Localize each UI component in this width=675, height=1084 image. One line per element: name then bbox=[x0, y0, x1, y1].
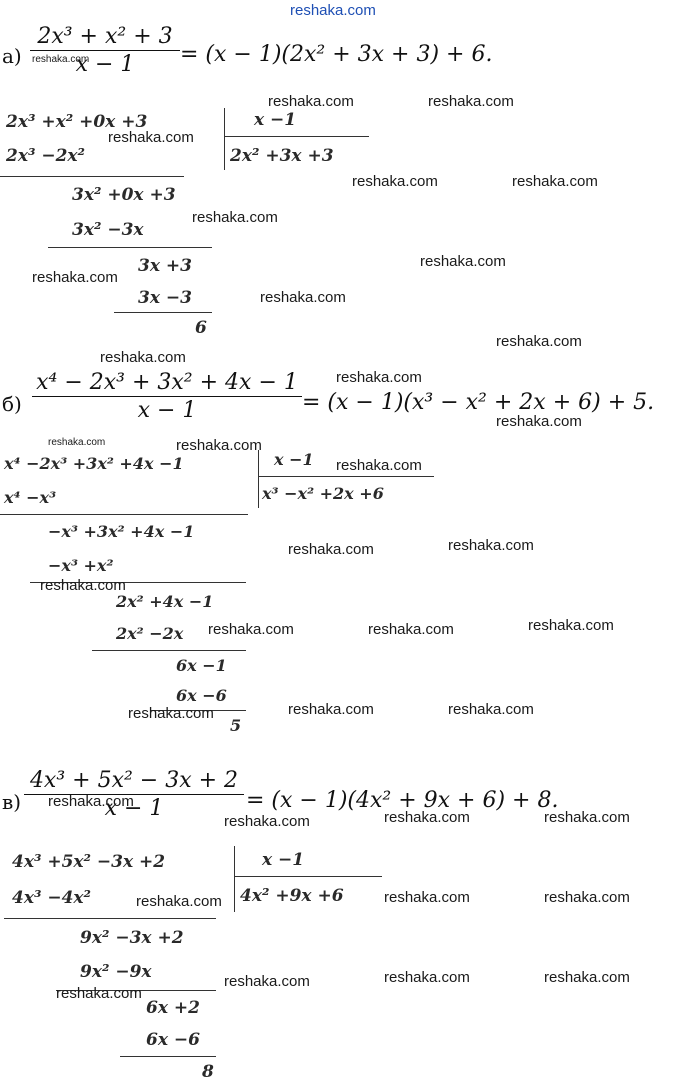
part-b-divisor-line bbox=[258, 476, 434, 477]
part-b-remainder: 5 bbox=[230, 716, 242, 735]
part-c-remainder: 8 bbox=[202, 1062, 214, 1082]
watermark: reshaka.com bbox=[448, 537, 534, 554]
part-a-r2: 3x +3 bbox=[138, 256, 192, 276]
part-a-line1 bbox=[0, 176, 184, 177]
watermark: reshaka.com bbox=[544, 889, 630, 906]
watermark: reshaka.com bbox=[336, 457, 422, 474]
watermark: reshaka.com bbox=[192, 209, 278, 226]
watermark: reshaka.com bbox=[384, 969, 470, 986]
site-watermark-top: reshaka.com bbox=[290, 2, 376, 19]
part-b-result: = (x − 1)(x³ − x² + 2x + 6) + 5. bbox=[302, 390, 655, 415]
part-a-divisor: x −1 bbox=[254, 110, 297, 130]
watermark: reshaka.com bbox=[136, 893, 222, 910]
part-c-divisor-line bbox=[234, 876, 382, 877]
watermark: reshaka.com bbox=[40, 577, 126, 594]
part-c-quotient: 4x² +9x +6 bbox=[240, 886, 344, 906]
part-b-line1 bbox=[0, 514, 248, 515]
part-b-sub1: x⁴ −x³ bbox=[4, 488, 57, 507]
watermark: reshaka.com bbox=[108, 129, 194, 146]
part-b-dividend: x⁴ −2x³ +3x² +4x −1 bbox=[4, 454, 184, 473]
watermark: reshaka.com bbox=[336, 369, 422, 386]
watermark: reshaka.com bbox=[496, 413, 582, 430]
watermark: reshaka.com bbox=[448, 701, 534, 718]
part-c-r2: 6x +2 bbox=[146, 998, 200, 1018]
part-a-result: = (x − 1)(2x² + 3x + 3) + 6. bbox=[180, 42, 493, 67]
part-a-remainder: 6 bbox=[195, 318, 207, 338]
part-c-line3 bbox=[120, 1056, 216, 1057]
part-c-divisor: x −1 bbox=[262, 850, 305, 870]
part-b-division-vline bbox=[258, 450, 259, 508]
watermark: reshaka.com bbox=[224, 813, 310, 830]
fraction-bar bbox=[32, 396, 302, 397]
part-a-numerator: 2x³ + x² + 3 bbox=[37, 24, 173, 49]
part-a-fraction bbox=[30, 24, 180, 77]
watermark: reshaka.com bbox=[420, 253, 506, 270]
part-b-numerator: x⁴ − 2x³ + 3x² + 4x − 1 bbox=[36, 370, 298, 395]
part-b-r1: −x³ +3x² +4x −1 bbox=[48, 522, 195, 541]
part-a-sub3: 3x −3 bbox=[138, 288, 192, 308]
part-b-sub4: 6x −6 bbox=[176, 686, 227, 705]
part-c-label: в) bbox=[2, 790, 22, 814]
watermark: reshaka.com bbox=[544, 809, 630, 826]
part-b-r3: 6x −1 bbox=[176, 656, 227, 675]
part-a-sub2: 3x² −3x bbox=[72, 220, 144, 240]
part-b-sub2: −x³ +x² bbox=[48, 556, 114, 575]
part-b-r2: 2x² +4x −1 bbox=[116, 592, 214, 611]
watermark: reshaka.com bbox=[32, 54, 90, 65]
part-b-sub3: 2x² −2x bbox=[116, 624, 184, 643]
watermark: reshaka.com bbox=[288, 701, 374, 718]
part-c-dividend: 4x³ +5x² −3x +2 bbox=[12, 852, 166, 872]
part-b-quotient: x³ −x² +2x +6 bbox=[262, 484, 384, 503]
part-a-label: а) bbox=[2, 44, 22, 68]
watermark: reshaka.com bbox=[512, 173, 598, 190]
watermark: reshaka.com bbox=[352, 173, 438, 190]
watermark: reshaka.com bbox=[176, 437, 262, 454]
watermark: reshaka.com bbox=[384, 809, 470, 826]
part-c-result: = (x − 1)(4x² + 9x + 6) + 8. bbox=[246, 788, 559, 813]
watermark: reshaka.com bbox=[268, 93, 354, 110]
part-c-r1: 9x² −3x +2 bbox=[80, 928, 184, 948]
watermark: reshaka.com bbox=[100, 349, 186, 366]
part-c-division-vline bbox=[234, 846, 235, 912]
watermark: reshaka.com bbox=[48, 793, 134, 810]
watermark: reshaka.com bbox=[428, 93, 514, 110]
watermark: reshaka.com bbox=[208, 621, 294, 638]
part-a-sub1: 2x³ −2x² bbox=[6, 146, 85, 166]
part-a-quotient: 2x² +3x +3 bbox=[230, 146, 334, 166]
watermark: reshaka.com bbox=[260, 289, 346, 306]
part-a-line3 bbox=[114, 312, 212, 313]
part-b-fraction bbox=[32, 370, 302, 423]
watermark: reshaka.com bbox=[128, 705, 214, 722]
part-a-line2 bbox=[48, 247, 212, 248]
part-c-numerator: 4x³ + 5x² − 3x + 2 bbox=[29, 768, 239, 793]
watermark: reshaka.com bbox=[56, 985, 142, 1002]
part-c-sub2: 9x² −9x bbox=[80, 962, 152, 982]
part-c-sub3: 6x −6 bbox=[146, 1030, 200, 1050]
part-b-divisor: x −1 bbox=[274, 450, 314, 469]
part-a-r1: 3x² +0x +3 bbox=[72, 185, 176, 205]
watermark: reshaka.com bbox=[288, 541, 374, 558]
part-a-division-vline bbox=[224, 108, 225, 170]
watermark: reshaka.com bbox=[224, 973, 310, 990]
part-a-denominator: x − 1 bbox=[75, 52, 135, 77]
part-c-sub1: 4x³ −4x² bbox=[12, 888, 91, 908]
fraction-bar bbox=[30, 50, 180, 51]
part-b-label: б) bbox=[2, 392, 22, 416]
watermark: reshaka.com bbox=[48, 437, 106, 448]
part-c-line1 bbox=[4, 918, 216, 919]
part-a-dividend: 2x³ +x² +0x +3 bbox=[6, 112, 148, 132]
watermark: reshaka.com bbox=[544, 969, 630, 986]
part-c-denominator: x − 1 bbox=[104, 796, 164, 821]
watermark: reshaka.com bbox=[384, 889, 470, 906]
part-b-denominator: x − 1 bbox=[137, 398, 197, 423]
watermark: reshaka.com bbox=[32, 269, 118, 286]
part-b-line3 bbox=[92, 650, 246, 651]
part-a-divisor-line bbox=[224, 136, 369, 137]
watermark: reshaka.com bbox=[368, 621, 454, 638]
watermark: reshaka.com bbox=[496, 333, 582, 350]
watermark: reshaka.com bbox=[528, 617, 614, 634]
